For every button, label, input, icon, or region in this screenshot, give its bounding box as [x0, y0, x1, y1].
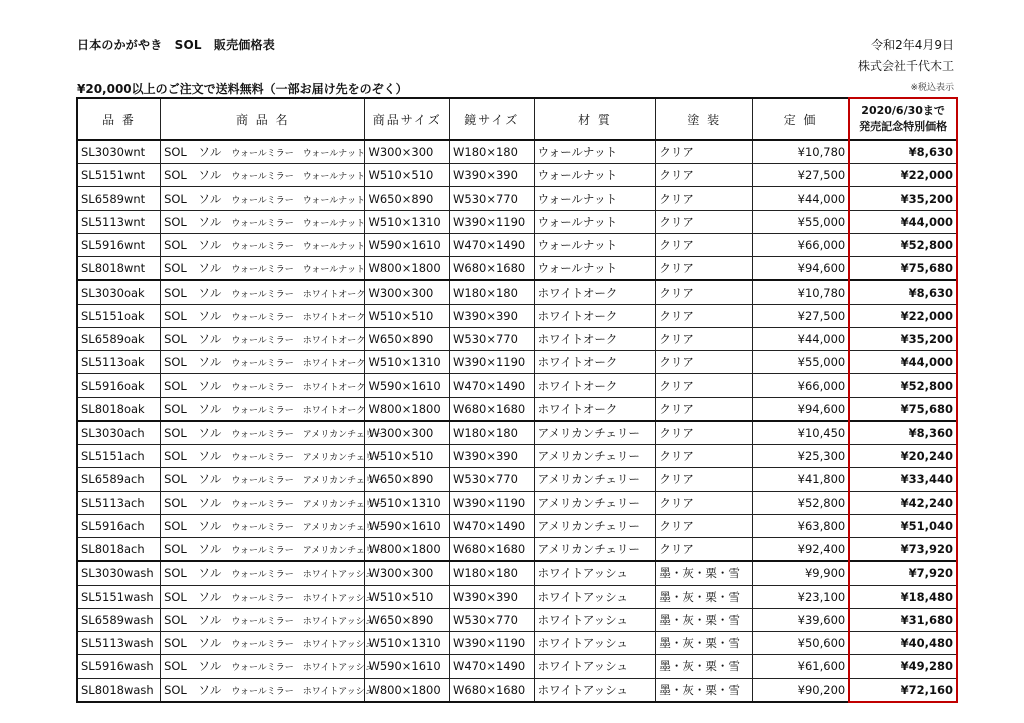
cell-special-price: ¥8,360 [849, 421, 957, 445]
cell-finish: クリア [656, 327, 753, 350]
table-row [77, 608, 957, 631]
table-row [77, 164, 957, 187]
cell-product-size: W650×890 [365, 327, 450, 350]
cell-material: ホワイトオーク [534, 280, 656, 304]
product-name-main: SOL ソル [164, 168, 222, 183]
tax-note: ※税込表示 [910, 83, 954, 93]
cell-code: SL6589wash [77, 608, 161, 631]
header-price: 定 価 [753, 98, 850, 140]
cell-product-size: W300×300 [365, 280, 450, 304]
cell-product-size: W510×1310 [365, 632, 450, 655]
cell-product-size: W510×1310 [365, 491, 450, 514]
header-material: 材 質 [534, 98, 656, 140]
cell-code: SL5151oak [77, 304, 161, 327]
table-row [77, 351, 957, 374]
cell-name [161, 655, 374, 678]
product-name-sub: ウォールミラー ウォールナット [231, 218, 366, 229]
product-name-main: SOL ソル [164, 355, 222, 370]
product-name-main: SOL ソル [164, 191, 222, 206]
cell-special-price: ¥31,680 [849, 608, 957, 631]
cell-name [161, 374, 365, 397]
cell-special-price: ¥35,200 [849, 327, 957, 350]
cell-special-price: ¥20,240 [849, 445, 957, 468]
cell-name [161, 304, 365, 327]
cell-special-price: ¥22,000 [849, 164, 957, 187]
cell-product-size: W510×510 [365, 304, 450, 327]
cell-price: ¥66,000 [753, 374, 850, 397]
cell-special-price: ¥52,800 [849, 233, 957, 256]
cell-special-price: ¥7,920 [849, 561, 957, 585]
product-name-sub: ウォールミラー ホワイトアッシュ [231, 663, 374, 674]
cell-product-size: W650×890 [365, 468, 450, 491]
cell-material: ホワイトアッシュ [534, 561, 656, 585]
cell-finish: クリア [656, 304, 753, 327]
cell-material: アメリカンチェリー [534, 445, 656, 468]
table-row [77, 280, 957, 304]
cell-name [161, 164, 365, 187]
cell-product-size: W800×1800 [365, 257, 450, 281]
cell-finish: クリア [656, 421, 753, 445]
cell-price: ¥50,600 [753, 632, 850, 655]
product-name-main: SOL ソル [164, 401, 222, 416]
cell-price: ¥44,000 [753, 187, 850, 210]
cell-name [161, 445, 383, 468]
cell-mirror-size: W530×770 [450, 468, 535, 491]
header-special-line2: 発売記念特別価格 [859, 120, 948, 133]
cell-price: ¥90,200 [753, 678, 850, 702]
cell-material: ホワイトオーク [534, 351, 656, 374]
cell-mirror-size: W680×1680 [450, 397, 535, 421]
product-name-sub: ウォールミラー ホワイトアッシュ [231, 686, 374, 697]
cell-finish: クリア [656, 187, 753, 210]
table-row [77, 374, 957, 397]
cell-product-size: W300×300 [365, 421, 450, 445]
product-name-main: SOL ソル [164, 378, 222, 393]
product-name-main: SOL ソル [164, 285, 222, 300]
cell-product-size: W510×1310 [365, 351, 450, 374]
cell-mirror-size: W390×390 [450, 585, 535, 608]
cell-mirror-size: W470×1490 [450, 233, 535, 256]
cell-mirror-size: W530×770 [450, 327, 535, 350]
cell-special-price: ¥44,000 [849, 351, 957, 374]
cell-material: アメリカンチェリー [534, 421, 656, 445]
cell-finish: 墨・灰・栗・雪 [656, 608, 753, 631]
product-name-sub: ウォールミラー ホワイトオーク [231, 405, 366, 416]
cell-name [161, 351, 365, 374]
header-product-size: 商品サイズ [365, 98, 450, 140]
cell-finish: 墨・灰・栗・雪 [656, 585, 753, 608]
cell-special-price: ¥51,040 [849, 514, 957, 537]
cell-name [161, 397, 365, 421]
cell-price: ¥9,900 [753, 561, 850, 585]
cell-price: ¥27,500 [753, 164, 850, 187]
cell-special-price: ¥35,200 [849, 187, 957, 210]
table-row [77, 304, 957, 327]
cell-finish: クリア [656, 445, 753, 468]
cell-material: ホワイトオーク [534, 304, 656, 327]
cell-mirror-size: W530×770 [450, 608, 535, 631]
cell-product-size: W510×510 [365, 445, 450, 468]
table-row [77, 421, 957, 445]
cell-mirror-size: W530×770 [450, 187, 535, 210]
header-code: 品 番 [77, 98, 161, 140]
cell-price: ¥25,300 [753, 445, 850, 468]
cell-price: ¥94,600 [753, 397, 850, 421]
cell-name [161, 538, 383, 562]
product-name-sub: ウォールミラー ホワイトオーク [231, 289, 366, 300]
product-name-main: SOL ソル [164, 261, 222, 276]
product-name-main: SOL ソル [164, 449, 222, 464]
cell-product-size: W300×300 [365, 561, 450, 585]
cell-material: ウォールナット [534, 140, 656, 164]
cell-special-price: ¥73,920 [849, 538, 957, 562]
cell-name [161, 608, 374, 631]
cell-finish: クリア [656, 374, 753, 397]
cell-mirror-size: W470×1490 [450, 514, 535, 537]
product-name-sub: ウォールミラー ホワイトオーク [231, 336, 366, 347]
cell-price: ¥39,600 [753, 608, 850, 631]
cell-finish: クリア [656, 210, 753, 233]
cell-code: SL5113oak [77, 351, 161, 374]
product-name-sub: ウォールミラー ウォールナット [231, 172, 366, 183]
cell-finish: クリア [656, 491, 753, 514]
cell-finish: クリア [656, 164, 753, 187]
product-name-sub: ウォールミラー ウォールナット [231, 265, 366, 276]
cell-product-size: W590×1610 [365, 514, 450, 537]
cell-name [161, 187, 365, 210]
product-name-main: SOL ソル [164, 426, 222, 440]
cell-name [161, 233, 365, 256]
cell-material: ウォールナット [534, 164, 656, 187]
cell-finish: クリア [656, 468, 753, 491]
cell-material: ホワイトオーク [534, 397, 656, 421]
cell-finish: クリア [656, 538, 753, 562]
cell-finish: 墨・灰・栗・雪 [656, 678, 753, 702]
cell-name [161, 327, 365, 350]
cell-product-size: W800×1800 [365, 678, 450, 702]
cell-price: ¥55,000 [753, 210, 850, 233]
cell-material: ウォールナット [534, 233, 656, 256]
cell-code: SL8018wnt [77, 257, 161, 281]
cell-special-price: ¥52,800 [849, 374, 957, 397]
cell-product-size: W510×1310 [365, 210, 450, 233]
product-name-main: SOL ソル [164, 145, 222, 160]
header-special-line1: 2020/6/30まで [861, 104, 945, 117]
cell-code: SL8018oak [77, 397, 161, 421]
cell-code: SL6589wnt [77, 187, 161, 210]
cell-material: ホワイトアッシュ [534, 632, 656, 655]
cell-product-size: W650×890 [365, 187, 450, 210]
cell-finish: 墨・灰・栗・雪 [656, 632, 753, 655]
table-row [77, 468, 957, 491]
product-name-sub: ウォールミラー ホワイトアッシュ [231, 616, 374, 627]
cell-mirror-size: W390×390 [450, 164, 535, 187]
cell-name [161, 585, 374, 608]
cell-code: SL3030wnt [77, 140, 161, 164]
cell-code: SL6589ach [77, 468, 161, 491]
cell-finish: 墨・灰・栗・雪 [656, 655, 753, 678]
product-name-sub: ウォールミラー アメリカンチェリー [231, 522, 383, 533]
document-title: 日本のかがやき SOL 販売価格表 [77, 38, 275, 52]
product-name-main: SOL ソル [164, 636, 222, 651]
product-name-main: SOL ソル [164, 214, 222, 229]
cell-product-size: W650×890 [365, 608, 450, 631]
cell-code: SL8018ach [77, 538, 161, 562]
cell-code: SL5916wnt [77, 233, 161, 256]
cell-code: SL5113wash [77, 632, 161, 655]
cell-finish: クリア [656, 280, 753, 304]
cell-product-size: W510×510 [365, 164, 450, 187]
cell-name [161, 491, 383, 514]
product-name-sub: ウォールミラー アメリカンチェリー [231, 499, 383, 510]
product-name-main: SOL ソル [164, 472, 222, 487]
table-row [77, 491, 957, 514]
cell-name [161, 514, 383, 537]
table-row [77, 210, 957, 233]
table-row [77, 561, 957, 585]
cell-code: SL3030ach [77, 421, 161, 445]
cell-product-size: W800×1800 [365, 397, 450, 421]
cell-name [161, 468, 383, 491]
cell-product-size: W510×510 [365, 585, 450, 608]
cell-price: ¥94,600 [753, 257, 850, 281]
product-name-sub: ウォールミラー ホワイトオーク [231, 312, 366, 323]
cell-product-size: W590×1610 [365, 374, 450, 397]
cell-mirror-size: W390×390 [450, 304, 535, 327]
product-name-main: SOL ソル [164, 612, 222, 627]
cell-product-size: W590×1610 [365, 655, 450, 678]
cell-mirror-size: W180×180 [450, 421, 535, 445]
cell-finish: クリア [656, 257, 753, 281]
issue-date: 令和2年4月9日 [871, 38, 954, 52]
product-name-main: SOL ソル [164, 332, 222, 347]
cell-name [161, 632, 374, 655]
cell-material: アメリカンチェリー [534, 538, 656, 562]
product-name-sub: ウォールミラー ホワイトオーク [231, 359, 366, 370]
cell-price: ¥61,600 [753, 655, 850, 678]
cell-material: アメリカンチェリー [534, 468, 656, 491]
cell-special-price: ¥8,630 [849, 140, 957, 164]
cell-name [161, 140, 365, 164]
header-name: 商 品 名 [161, 98, 365, 140]
cell-price: ¥63,800 [753, 514, 850, 537]
table-row [77, 585, 957, 608]
product-name-sub: ウォールミラー アメリカンチェリー [231, 476, 383, 487]
product-name-main: SOL ソル [164, 495, 222, 510]
cell-material: アメリカンチェリー [534, 514, 656, 537]
product-name-main: SOL ソル [164, 682, 222, 697]
cell-name [161, 210, 365, 233]
product-name-sub: ウォールミラー アメリカンチェリー [231, 430, 383, 440]
table-header-row [77, 98, 957, 140]
table-row [77, 140, 957, 164]
cell-product-size: W590×1610 [365, 233, 450, 256]
header-finish: 塗 装 [656, 98, 753, 140]
cell-special-price: ¥33,440 [849, 468, 957, 491]
table-row [77, 327, 957, 350]
header-mirror-size: 鏡サイズ [450, 98, 535, 140]
product-name-sub: ウォールミラー ウォールナット [231, 195, 366, 206]
product-name-main: SOL ソル [164, 542, 222, 557]
product-name-sub: ウォールミラー ウォールナット [231, 242, 366, 253]
table-row [77, 678, 957, 702]
cell-special-price: ¥8,630 [849, 280, 957, 304]
cell-mirror-size: W680×1680 [450, 538, 535, 562]
cell-special-price: ¥75,680 [849, 397, 957, 421]
table-row [77, 187, 957, 210]
cell-price: ¥10,450 [753, 421, 850, 445]
cell-mirror-size: W390×1190 [450, 632, 535, 655]
cell-material: アメリカンチェリー [534, 491, 656, 514]
price-table [76, 97, 958, 703]
cell-material: ホワイトアッシュ [534, 678, 656, 702]
cell-special-price: ¥42,240 [849, 491, 957, 514]
cell-price: ¥52,800 [753, 491, 850, 514]
cell-mirror-size: W390×1190 [450, 491, 535, 514]
product-name-sub: ウォールミラー ホワイトオーク [231, 382, 366, 393]
cell-special-price: ¥75,680 [849, 257, 957, 281]
cell-finish: クリア [656, 514, 753, 537]
cell-code: SL5151wash [77, 585, 161, 608]
cell-code: SL5916wash [77, 655, 161, 678]
cell-price: ¥27,500 [753, 304, 850, 327]
cell-price: ¥41,800 [753, 468, 850, 491]
cell-material: ウォールナット [534, 257, 656, 281]
cell-code: SL3030oak [77, 280, 161, 304]
product-name-sub: ウォールミラー ホワイトアッシュ [231, 570, 374, 581]
cell-special-price: ¥72,160 [849, 678, 957, 702]
product-name-main: SOL ソル [164, 566, 222, 581]
cell-mirror-size: W180×180 [450, 140, 535, 164]
cell-code: SL5113wnt [77, 210, 161, 233]
shipping-note: ¥20,000以上のご注文で送料無料（一部お届け先をのぞく） [77, 82, 408, 96]
header-special-price [849, 98, 957, 140]
product-name-main: SOL ソル [164, 518, 222, 533]
cell-code: SL6589oak [77, 327, 161, 350]
cell-name [161, 678, 374, 702]
product-name-sub: ウォールミラー ウォールナット [231, 149, 366, 160]
cell-price: ¥10,780 [753, 140, 850, 164]
cell-code: SL8018wash [77, 678, 161, 702]
cell-mirror-size: W680×1680 [450, 678, 535, 702]
cell-special-price: ¥40,480 [849, 632, 957, 655]
cell-mirror-size: W470×1490 [450, 655, 535, 678]
cell-price: ¥10,780 [753, 280, 850, 304]
cell-material: ウォールナット [534, 210, 656, 233]
table-row [77, 655, 957, 678]
company-name: 株式会社千代木工 [857, 59, 954, 73]
cell-code: SL5151wnt [77, 164, 161, 187]
product-name-sub: ウォールミラー アメリカンチェリー [231, 453, 383, 464]
cell-special-price: ¥44,000 [849, 210, 957, 233]
product-name-sub: ウォールミラー アメリカンチェリー [231, 546, 383, 557]
product-name-main: SOL ソル [164, 589, 222, 604]
table-row [77, 397, 957, 421]
cell-price: ¥23,100 [753, 585, 850, 608]
cell-special-price: ¥22,000 [849, 304, 957, 327]
cell-material: ホワイトアッシュ [534, 585, 656, 608]
product-name-sub: ウォールミラー ホワイトアッシュ [231, 640, 374, 651]
cell-code: SL3030wash [77, 561, 161, 585]
cell-code: SL5916ach [77, 514, 161, 537]
cell-name [161, 421, 383, 445]
table-row [77, 445, 957, 468]
table-row [77, 233, 957, 256]
cell-mirror-size: W470×1490 [450, 374, 535, 397]
cell-material: ホワイトアッシュ [534, 608, 656, 631]
cell-finish: クリア [656, 140, 753, 164]
cell-mirror-size: W390×390 [450, 445, 535, 468]
cell-mirror-size: W180×180 [450, 561, 535, 585]
product-name-sub: ウォールミラー ホワイトアッシュ [231, 593, 374, 604]
table-row [77, 514, 957, 537]
cell-mirror-size: W390×1190 [450, 351, 535, 374]
cell-special-price: ¥49,280 [849, 655, 957, 678]
cell-price: ¥55,000 [753, 351, 850, 374]
cell-product-size: W300×300 [365, 140, 450, 164]
product-name-main: SOL ソル [164, 308, 222, 323]
cell-price: ¥44,000 [753, 327, 850, 350]
cell-product-size: W800×1800 [365, 538, 450, 562]
cell-material: ホワイトオーク [534, 327, 656, 350]
table-row [77, 538, 957, 562]
table-row [77, 632, 957, 655]
product-name-main: SOL ソル [164, 238, 222, 253]
cell-name [161, 280, 365, 304]
cell-finish: 墨・灰・栗・雪 [656, 561, 753, 585]
cell-material: ホワイトオーク [534, 374, 656, 397]
cell-code: SL5113ach [77, 491, 161, 514]
cell-special-price: ¥18,480 [849, 585, 957, 608]
cell-mirror-size: W390×1190 [450, 210, 535, 233]
cell-price: ¥92,400 [753, 538, 850, 562]
cell-finish: クリア [656, 233, 753, 256]
cell-finish: クリア [656, 351, 753, 374]
cell-code: SL5916oak [77, 374, 161, 397]
table-row [77, 257, 957, 281]
cell-code: SL5151ach [77, 445, 161, 468]
cell-material: ウォールナット [534, 187, 656, 210]
cell-mirror-size: W680×1680 [450, 257, 535, 281]
cell-name [161, 257, 365, 281]
cell-price: ¥66,000 [753, 233, 850, 256]
cell-name [161, 561, 374, 585]
product-name-main: SOL ソル [164, 659, 222, 674]
cell-material: ホワイトアッシュ [534, 655, 656, 678]
cell-finish: クリア [656, 397, 753, 421]
cell-mirror-size: W180×180 [450, 280, 535, 304]
